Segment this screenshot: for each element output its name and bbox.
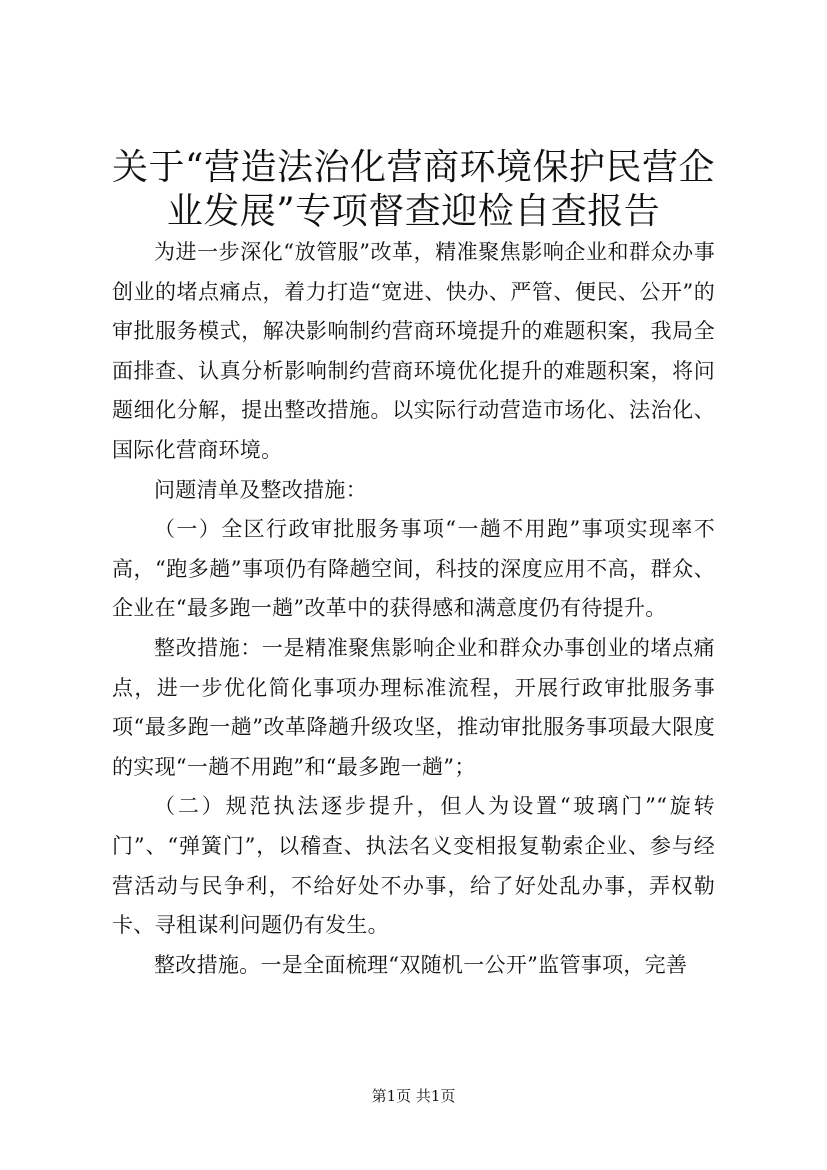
paragraph-intro: 为进一步深化“放管服”改革，精准聚焦影响企业和群众办事创业的堵点痛点，着力打造“宽进、快办、严管、便民、公开”的审批服务模式，解决影响制约营商环境提升的难题积案，我局全面排查、认真分析影响制约营商环境优化提升的难题积案，将问题细化分解，提出整改措施。以实际行动营造市场化、法治化、国际化营商环境。 bbox=[112, 240, 715, 462]
page-footer: 第1页 共1页 bbox=[371, 1087, 456, 1105]
paragraph-issue-2: （二）规范执法逐步提升，但人为设置“玻璃门”“旋转门”、“弹簧门”，以稽查、执法名义变相报复勒索企业、参与经营活动与民争利，不给好处不办事，给了好处乱办事，弄权勒卡、寻租谋利问题仍有发生。 bbox=[112, 794, 715, 938]
paragraph-issue-list-heading: 问题清单及整改措施： bbox=[154, 477, 367, 502]
paragraph-measure-1: 整改措施：一是精准聚焦影响企业和群众办事创业的堵点痛点，进一步优化简化事项办理标准流程，开展行政审批服务事项“最多跑一趟”改革降趟升级攻坚，推动审批服务事项最大限度的实现“一趟不用跑”和“最多跑一趟”； bbox=[112, 635, 715, 779]
document-body bbox=[112, 233, 715, 985]
paragraph-issue-1: （一）全区行政审批服务事项“一趟不用跑”事项实现率不高，“跑多趟”事项仍有降趟空间，科技的深度应用不高，群众、企业在“最多跑一趟”改革中的获得感和满意度仍有待提升。 bbox=[112, 517, 715, 621]
paragraph-measure-2: 整改措施。一是全面梳理“双随机一公开”监管事项，完善 bbox=[154, 952, 688, 977]
document-title: 关于“营造法治化营商环境保护民营企业发展”专项督查迎检自查报告 bbox=[112, 147, 715, 232]
